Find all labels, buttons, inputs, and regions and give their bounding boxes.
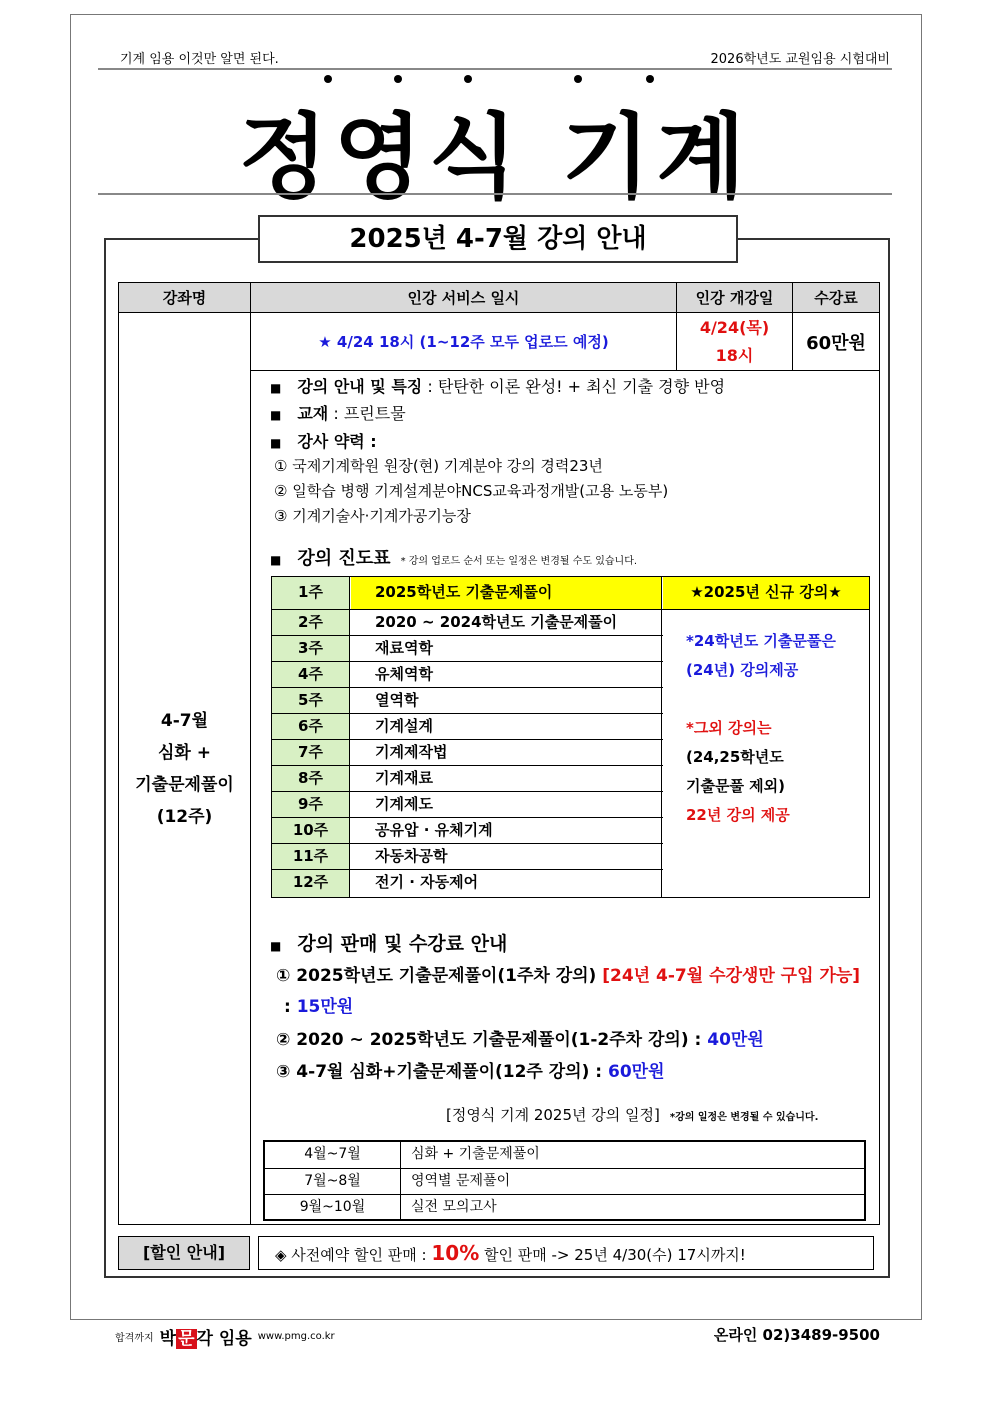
subtitle: 2025년 4-7월 강의 안내 bbox=[258, 215, 738, 263]
sales-item-price: 15만원 bbox=[296, 997, 354, 1017]
footer-brand bbox=[115, 1324, 335, 1349]
sales-item-3 bbox=[276, 1057, 665, 1082]
discount-box bbox=[258, 1236, 874, 1270]
week-subject: 열역학 bbox=[351, 688, 662, 713]
course-name-cell bbox=[118, 312, 251, 1225]
bullet-square-icon: ■ bbox=[270, 436, 282, 450]
sales-item-2 bbox=[276, 1025, 764, 1050]
week-subject: 유체역학 bbox=[351, 662, 662, 687]
sales-item-1-price-line bbox=[284, 992, 353, 1017]
table-row bbox=[272, 713, 663, 739]
header-left: 기계 임용 이것만 알면 된다. bbox=[120, 52, 279, 67]
week-number: 12주 bbox=[272, 870, 350, 897]
header-right: 2026학년도 교원임용 시험대비 bbox=[710, 52, 890, 67]
week-subject: 기계설계 bbox=[351, 714, 662, 739]
table-row bbox=[265, 1142, 864, 1168]
table-row bbox=[272, 869, 663, 897]
service-date-cell: ★ 4/24 18시 (1~12주 모두 업로드 예정) bbox=[250, 312, 677, 371]
schedule-period: 7월~8월 bbox=[265, 1169, 401, 1194]
brand-logo-part: 박 bbox=[159, 1329, 177, 1349]
note-spacer bbox=[686, 685, 869, 714]
bullet-square-icon: ■ bbox=[270, 939, 282, 953]
week-number: 4주 bbox=[272, 662, 350, 687]
feature-text: : 탄탄한 이론 완성! + 최신 기출 경향 반영 bbox=[422, 377, 726, 396]
career-label: 강사 약력 : bbox=[297, 432, 377, 451]
emphasis-dot bbox=[574, 75, 582, 83]
week-subject: 자동차공학 bbox=[351, 844, 662, 869]
week-subject: 기계재료 bbox=[351, 766, 662, 791]
week-subject: 재료역학 bbox=[351, 636, 662, 661]
schedule-desc: 실전 모의고사 bbox=[411, 1199, 497, 1215]
note-line: 22년 강의 제공 bbox=[686, 806, 790, 824]
course-name-line: 심화 + bbox=[157, 742, 211, 763]
table-row bbox=[265, 1168, 864, 1194]
feature-label: 강의 안내 및 특징 bbox=[297, 377, 423, 396]
note-line: 기출문풀 제외) bbox=[686, 777, 786, 795]
brand-logo-part: 각 bbox=[196, 1329, 213, 1349]
career-line bbox=[270, 429, 377, 452]
brand-logo-part: 임용 bbox=[212, 1329, 252, 1349]
table-row bbox=[272, 739, 663, 765]
week-number: 2주 bbox=[272, 610, 350, 635]
sales-item-text: ③ 4-7월 심화+기출문제풀이(12주 강의) : bbox=[276, 1062, 609, 1082]
brand-logo-part: 문 bbox=[178, 1329, 195, 1349]
discount-suffix: 할인 판매 -> 25년 4/30(수) 17시까지! bbox=[479, 1246, 746, 1264]
table-row bbox=[272, 765, 663, 791]
col-header-open-date: 인강 개강일 bbox=[676, 282, 793, 313]
sales-item-1 bbox=[276, 961, 860, 986]
bullet-square-icon: ■ bbox=[270, 381, 282, 395]
course-name-line: 4-7월 bbox=[160, 710, 209, 731]
week-subject: 공유압 · 유체기계 bbox=[351, 818, 662, 843]
schedule-period: 9월~10월 bbox=[265, 1195, 401, 1220]
note-line: (24,25학년도 bbox=[686, 748, 784, 766]
schedule-desc: 영역별 문제풀이 bbox=[411, 1173, 511, 1189]
career-item: ③ 기계기술사·기계가공기능장 bbox=[274, 507, 471, 525]
schedule-desc: 심화 + 기출문제풀이 bbox=[411, 1146, 540, 1162]
table-row bbox=[272, 577, 869, 609]
col-header-course: 강좌명 bbox=[118, 282, 251, 313]
new-course-badge: ★2025년 신규 강의★ bbox=[663, 577, 869, 609]
sales-item-restriction: [24년 4-7월 수강생만 구입 가능] bbox=[602, 966, 861, 986]
page-title: 정영식 기계 bbox=[238, 104, 752, 211]
week-subject: 기계제작법 bbox=[351, 740, 662, 765]
progress-line bbox=[270, 544, 637, 570]
note-line: *그외 강의는 bbox=[686, 719, 772, 737]
week-number: 5주 bbox=[272, 688, 350, 713]
open-date-line: 18시 bbox=[715, 345, 754, 365]
header-divider bbox=[98, 68, 892, 70]
week-notes bbox=[662, 609, 869, 897]
footer-slogan: 합격까지 bbox=[115, 1333, 154, 1344]
career-item: ② 일학습 병행 기계설계분야NCS교육과정개발(고용 노동부) bbox=[274, 482, 669, 500]
progress-table bbox=[271, 576, 870, 898]
discount-label: [할인 안내] bbox=[118, 1236, 250, 1270]
table-row bbox=[272, 843, 663, 869]
week-subject: 기계제도 bbox=[351, 792, 662, 817]
week-subject: 전기 · 자동제어 bbox=[351, 870, 662, 897]
week-number: 3주 bbox=[272, 636, 350, 661]
week-number: 1주 bbox=[272, 577, 350, 609]
schedule-caption bbox=[446, 1104, 818, 1125]
sales-label: 강의 판매 및 수강료 안내 bbox=[297, 933, 508, 955]
emphasis-dot bbox=[394, 75, 402, 83]
feature-line bbox=[270, 374, 725, 397]
progress-note: * 강의 업로드 순서 또는 일정은 변경될 수도 있습니다. bbox=[400, 556, 638, 567]
emphasis-dot bbox=[646, 75, 654, 83]
table-row bbox=[265, 1194, 864, 1220]
sales-item-price: 60만원 bbox=[608, 1062, 665, 1082]
discount-prefix: ◈ 사전예약 할인 판매 : bbox=[275, 1246, 432, 1264]
textbook-label: 교재 bbox=[297, 404, 329, 423]
bullet-square-icon: ■ bbox=[270, 408, 282, 422]
week-number: 6주 bbox=[272, 714, 350, 739]
discount-percent: 10% bbox=[431, 1241, 480, 1265]
sales-heading bbox=[270, 929, 507, 956]
textbook-line bbox=[270, 401, 406, 424]
table-row bbox=[272, 661, 663, 687]
emphasis-dot bbox=[324, 75, 332, 83]
schedule-table bbox=[263, 1140, 866, 1221]
schedule-note: *강의 일정은 변경될 수 있습니다. bbox=[669, 1112, 819, 1123]
table-row bbox=[272, 609, 663, 635]
note-line: *24학년도 기출문풀은 bbox=[686, 632, 836, 650]
open-date-cell bbox=[676, 312, 793, 371]
textbook-text: : 프린트물 bbox=[328, 404, 406, 423]
sales-item-text: ① 2025학년도 기출문제풀이(1주차 강의) bbox=[276, 966, 603, 986]
progress-label: 강의 진도표 bbox=[297, 548, 391, 569]
footer-url[interactable]: www.pmg.co.kr bbox=[257, 1331, 335, 1342]
sales-item-price: 40만원 bbox=[707, 1030, 764, 1050]
career-item: ① 국제기계학원 원장(현) 기계분야 강의 경력23년 bbox=[274, 457, 603, 475]
week-number: 11주 bbox=[272, 844, 350, 869]
title-divider bbox=[98, 193, 892, 195]
table-row bbox=[272, 635, 663, 661]
bullet-square-icon: ■ bbox=[270, 553, 282, 567]
brand-logo bbox=[160, 1324, 252, 1349]
table-row bbox=[272, 687, 663, 713]
sales-item-colon: : bbox=[284, 997, 297, 1017]
schedule-period: 4월~7월 bbox=[265, 1142, 401, 1168]
emphasis-dot bbox=[464, 75, 472, 83]
course-name-line: 기출문제풀이 bbox=[135, 774, 234, 795]
week-subject: 2020 ~ 2024학년도 기출문제풀이 bbox=[351, 610, 662, 635]
week-number: 7주 bbox=[272, 740, 350, 765]
week-number: 10주 bbox=[272, 818, 350, 843]
sales-item-text: ② 2020 ~ 2025학년도 기출문제풀이(1-2주차 강의) : bbox=[276, 1030, 708, 1050]
table-row bbox=[272, 817, 663, 843]
note-line: (24년) 강의제공 bbox=[686, 661, 799, 679]
table-row bbox=[272, 791, 663, 817]
schedule-title: [정영식 기계 2025년 강의 일정] bbox=[446, 1106, 660, 1124]
col-header-service-date: 인강 서비스 일시 bbox=[250, 282, 677, 313]
col-header-fee: 수강료 bbox=[792, 282, 880, 313]
week-number: 8주 bbox=[272, 766, 350, 791]
course-name-line: (12주) bbox=[156, 806, 213, 827]
week-subject: 2025학년도 기출문제풀이 bbox=[351, 577, 662, 609]
fee-cell: 60만원 bbox=[792, 312, 880, 371]
footer-phone: 온라인 02)3489-9500 bbox=[713, 1326, 880, 1344]
open-date-line: 4/24(목) bbox=[699, 317, 770, 337]
week-number: 9주 bbox=[272, 792, 350, 817]
